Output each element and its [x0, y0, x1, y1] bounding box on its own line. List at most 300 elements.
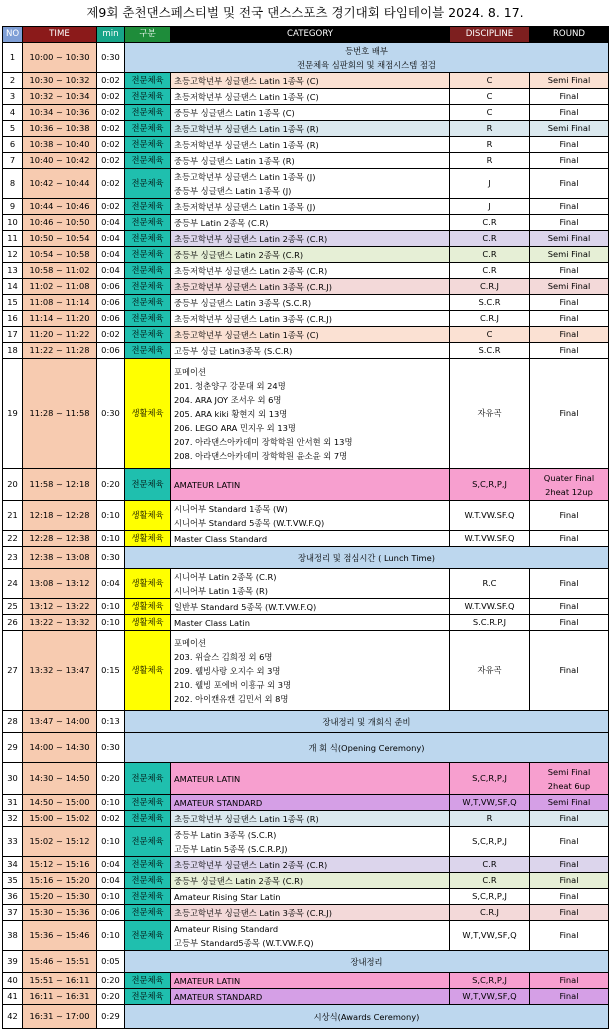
round-cell: Final — [530, 89, 609, 105]
duration: 0:02 — [97, 73, 125, 89]
event-notice-line: 장내정리 및 점심시간 ( Lunch Time) — [298, 552, 435, 563]
row-number: 30 — [3, 763, 23, 795]
category-cell — [171, 905, 450, 921]
duration: 0:04 — [97, 857, 125, 873]
time-range: 10:54 ~ 10:58 — [23, 247, 97, 263]
round-cell — [530, 763, 609, 795]
schedule-row — [3, 311, 609, 327]
schedule-row — [3, 199, 609, 215]
round-cell: Final — [530, 311, 609, 327]
duration: 0:10 — [97, 501, 125, 531]
time-range: 15:02 ~ 15:12 — [23, 827, 97, 857]
event-notice-line: 장내정리 및 개회식 준비 — [322, 716, 411, 727]
row-number: 25 — [3, 599, 23, 615]
category-line: AMATEUR LATIN — [174, 975, 241, 986]
row-number: 35 — [3, 873, 23, 889]
duration: 0:04 — [97, 247, 125, 263]
category-cell — [171, 295, 450, 311]
row-number: 37 — [3, 905, 23, 921]
type-badge-lifestyle: 생활체육 — [125, 359, 171, 469]
time-range: 16:11 ~ 16:31 — [23, 989, 97, 1005]
discipline-cell: J — [450, 199, 530, 215]
category-line: 초등고학년부 싱글댄스 Latin 2종목 (C.R) — [174, 233, 328, 244]
type-badge-lifestyle: 생활체육 — [125, 531, 171, 547]
time-range: 15:16 ~ 15:20 — [23, 873, 97, 889]
duration: 0:06 — [97, 279, 125, 295]
schedule-row — [3, 599, 609, 615]
row-number: 2 — [3, 73, 23, 89]
type-badge-professional: 전문체육 — [125, 905, 171, 921]
round-cell: Final — [530, 105, 609, 121]
row-number: 36 — [3, 889, 23, 905]
round-cell: Final — [530, 327, 609, 343]
time-range: 13:08 ~ 13:12 — [23, 569, 97, 599]
schedule-row — [3, 763, 609, 795]
schedule-row — [3, 889, 609, 905]
discipline-cell: S.C.R — [450, 343, 530, 359]
schedule-row — [3, 231, 609, 247]
discipline-cell: R — [450, 153, 530, 169]
type-badge-professional: 전문체육 — [125, 169, 171, 199]
type-badge-professional: 전문체육 — [125, 763, 171, 795]
row-number: 28 — [3, 711, 23, 733]
row-number: 20 — [3, 469, 23, 501]
schedule-row — [3, 501, 609, 531]
round-cell: Final — [530, 501, 609, 531]
type-badge-professional: 전문체육 — [125, 73, 171, 89]
page-title: 제9회 춘천댄스페스티벌 및 전국 댄스스포츠 경기대회 타임테이블 2024. 8. 17. — [86, 5, 524, 20]
discipline-cell: S.C.R.P.J — [450, 615, 530, 631]
category-cell — [171, 889, 450, 905]
category-line: 초등고학년부 싱글댄스 Latin 2종목 (C.R) — [174, 859, 328, 870]
schedule-row — [3, 169, 609, 199]
row-number: 11 — [3, 231, 23, 247]
category-cell — [171, 469, 450, 501]
schedule-row — [3, 811, 609, 827]
category-line: 209. 웰빙사랑 오지수 외 3명 — [174, 665, 281, 676]
time-range: 10:36 ~ 10:38 — [23, 121, 97, 137]
schedule-row — [3, 973, 609, 989]
round-cell: Semi Final — [530, 121, 609, 137]
row-number: 3 — [3, 89, 23, 105]
duration: 0:30 — [97, 359, 125, 469]
duration: 0:02 — [97, 199, 125, 215]
schedule-row — [3, 137, 609, 153]
category-cell — [171, 137, 450, 153]
time-range: 11:14 ~ 11:20 — [23, 311, 97, 327]
duration: 0:15 — [97, 631, 125, 711]
schedule-row — [3, 989, 609, 1005]
discipline-cell: C.R — [450, 247, 530, 263]
schedule-row — [3, 569, 609, 599]
time-range: 15:30 ~ 15:36 — [23, 905, 97, 921]
header-min: min — [97, 27, 125, 43]
duration: 0:13 — [97, 711, 125, 733]
time-range: 14:50 ~ 15:00 — [23, 795, 97, 811]
category-line: 초등저학년부 싱글댄스 Latin 3종목 (C.R.J) — [174, 313, 332, 324]
row-number: 7 — [3, 153, 23, 169]
duration: 0:02 — [97, 137, 125, 153]
category-line: 시니어부 Standard 1종목 (W) — [174, 503, 288, 514]
category-cell — [171, 343, 450, 359]
discipline-cell: S,C,R,P,J — [450, 763, 530, 795]
category-line: 205. ARA kiki 황현지 외 13명 — [174, 408, 288, 419]
duration: 0:02 — [97, 153, 125, 169]
category-cell — [171, 89, 450, 105]
category-cell — [171, 501, 450, 531]
event-notice-cell — [125, 547, 609, 569]
row-number: 24 — [3, 569, 23, 599]
category-line: 210. 웰빙 포에버 이흥규 외 3명 — [174, 679, 292, 690]
duration: 0:10 — [97, 615, 125, 631]
event-notice-cell — [125, 1005, 609, 1029]
category-line: 초등저학년부 싱글댄스 Latin 1종목 (C) — [174, 91, 319, 102]
type-badge-professional: 전문체육 — [125, 327, 171, 343]
category-cell — [171, 121, 450, 137]
duration: 0:06 — [97, 905, 125, 921]
category-line: 중등부 싱글댄스 Latin 2종목 (C.R) — [174, 249, 304, 260]
type-badge-professional: 전문체육 — [125, 215, 171, 231]
row-number: 31 — [3, 795, 23, 811]
type-badge-professional: 전문체육 — [125, 153, 171, 169]
time-range: 15:51 ~ 16:11 — [23, 973, 97, 989]
time-range: 15:46 ~ 15:51 — [23, 951, 97, 973]
duration: 0:05 — [97, 951, 125, 973]
category-line: AMATEUR LATIN — [174, 479, 241, 490]
category-line: Amateur Rising Standard — [174, 923, 279, 934]
row-number: 33 — [3, 827, 23, 857]
duration: 0:02 — [97, 811, 125, 827]
category-line: Amateur Rising Star Latin — [174, 891, 281, 902]
type-badge-professional: 전문체육 — [125, 989, 171, 1005]
category-line: AMATEUR STANDARD — [174, 991, 263, 1002]
schedule-row — [3, 733, 609, 763]
category-line: 시니어부 Latin 2종목 (C.R) — [174, 571, 277, 582]
discipline-cell: W,T,VW,SF,Q — [450, 989, 530, 1005]
round-cell: Semi Final — [530, 279, 609, 295]
schedule-row — [3, 795, 609, 811]
category-line: 초등고학년부 싱글댄스 Latin 1종목 (R) — [174, 813, 319, 824]
time-range: 15:12 ~ 15:16 — [23, 857, 97, 873]
discipline-cell: C.R — [450, 231, 530, 247]
time-range: 15:36 ~ 15:46 — [23, 921, 97, 951]
time-range: 12:38 ~ 13:08 — [23, 547, 97, 569]
category-line: 초등저학년부 싱글댄스 Latin 1종목 (J) — [174, 201, 316, 212]
type-badge-professional: 전문체육 — [125, 469, 171, 501]
round-cell: Final — [530, 263, 609, 279]
discipline-cell: C.R — [450, 215, 530, 231]
round-cell: Final — [530, 857, 609, 873]
timetable — [2, 26, 609, 1029]
schedule-row — [3, 1005, 609, 1029]
round-cell: Final — [530, 531, 609, 547]
event-notice-line: 시상식(Awards Ceremony) — [313, 1011, 420, 1022]
row-number: 10 — [3, 215, 23, 231]
type-badge-professional: 전문체육 — [125, 279, 171, 295]
category-line: 중등부 싱글댄스 Latin 2종목 (C.R) — [174, 875, 304, 886]
header-no: NO — [3, 27, 23, 43]
round-cell: Semi Final — [530, 247, 609, 263]
category-line: 시니어부 Latin 1종목 (R) — [174, 585, 269, 596]
category-cell — [171, 215, 450, 231]
category-cell — [171, 873, 450, 889]
row-number: 41 — [3, 989, 23, 1005]
discipline-cell: C — [450, 105, 530, 121]
time-range: 15:20 ~ 15:30 — [23, 889, 97, 905]
time-range: 16:31 ~ 17:00 — [23, 1005, 97, 1029]
category-cell — [171, 615, 450, 631]
category-line: 초등고학년부 싱글댄스 Latin 1종목 (C) — [174, 75, 319, 86]
time-range: 10:42 ~ 10:44 — [23, 169, 97, 199]
row-number: 21 — [3, 501, 23, 531]
duration: 0:10 — [97, 795, 125, 811]
category-line: 중등부 싱글댄스 Latin 1종목 (J) — [174, 185, 292, 196]
row-number: 26 — [3, 615, 23, 631]
type-badge-lifestyle: 생활체육 — [125, 569, 171, 599]
time-range: 14:00 ~ 14:30 — [23, 733, 97, 763]
row-number: 39 — [3, 951, 23, 973]
discipline-cell: C.R — [450, 857, 530, 873]
row-number: 15 — [3, 295, 23, 311]
type-badge-professional: 전문체육 — [125, 89, 171, 105]
round-cell: Final — [530, 599, 609, 615]
duration: 0:02 — [97, 89, 125, 105]
row-number: 5 — [3, 121, 23, 137]
event-notice-cell — [125, 733, 609, 763]
event-notice-cell — [125, 951, 609, 973]
discipline-cell: S.C.R — [450, 295, 530, 311]
category-cell — [171, 631, 450, 711]
duration: 0:06 — [97, 311, 125, 327]
category-line: Master Class Latin — [174, 617, 250, 628]
duration: 0:29 — [97, 1005, 125, 1029]
schedule-row — [3, 827, 609, 857]
duration: 0:30 — [97, 547, 125, 569]
time-range: 13:47 ~ 14:00 — [23, 711, 97, 733]
category-cell — [171, 811, 450, 827]
duration: 0:04 — [97, 873, 125, 889]
time-range: 10:46 ~ 10:50 — [23, 215, 97, 231]
discipline-cell: R — [450, 137, 530, 153]
round-cell: Final — [530, 153, 609, 169]
row-number: 38 — [3, 921, 23, 951]
category-line: 중등부 Latin 3종목 (S.C.R) — [174, 829, 277, 840]
category-cell — [171, 599, 450, 615]
type-badge-lifestyle: 생활체육 — [125, 599, 171, 615]
round-cell: Final — [530, 811, 609, 827]
category-cell — [171, 311, 450, 327]
round-cell: Final — [530, 215, 609, 231]
round-line: 2heat 12up — [545, 486, 593, 497]
event-notice-line: 장내정리 — [350, 956, 383, 967]
duration: 0:06 — [97, 295, 125, 311]
header-round: ROUND — [530, 27, 609, 43]
category-line: Master Class Standard — [174, 533, 268, 544]
type-badge-professional: 전문체육 — [125, 889, 171, 905]
type-badge-professional: 전문체육 — [125, 873, 171, 889]
time-range: 15:00 ~ 15:02 — [23, 811, 97, 827]
category-line: AMATEUR LATIN — [174, 773, 241, 784]
schedule-row — [3, 951, 609, 973]
time-range: 11:02 ~ 11:08 — [23, 279, 97, 295]
row-number: 4 — [3, 105, 23, 121]
discipline-cell: C — [450, 89, 530, 105]
type-badge-professional: 전문체육 — [125, 121, 171, 137]
time-range: 10:32 ~ 10:34 — [23, 89, 97, 105]
schedule-row — [3, 247, 609, 263]
type-badge-professional: 전문체육 — [125, 973, 171, 989]
schedule-row — [3, 873, 609, 889]
category-cell — [171, 359, 450, 469]
category-line: 초등고학년부 싱글댄스 Latin 3종목 (C.R.J) — [174, 281, 332, 292]
category-line: 고등부 Standard5종목 (W.T.VW.F.Q) — [174, 937, 314, 948]
duration: 0:04 — [97, 215, 125, 231]
row-number: 32 — [3, 811, 23, 827]
category-line: 203. 위슬스 김희정 외 6명 — [174, 651, 273, 662]
type-badge-professional: 전문체육 — [125, 795, 171, 811]
schedule-row — [3, 153, 609, 169]
discipline-cell: S,C,R,P,J — [450, 469, 530, 501]
category-line: 초등고학년부 싱글댄스 Latin 1종목 (J) — [174, 171, 316, 182]
category-cell — [171, 857, 450, 873]
round-cell: Final — [530, 199, 609, 215]
category-line: 중등부 싱글댄스 Latin 1종목 (C) — [174, 107, 295, 118]
type-badge-professional: 전문체육 — [125, 811, 171, 827]
round-cell: Final — [530, 615, 609, 631]
category-line: 202. 아이캔유캔 김민서 외 8명 — [174, 693, 289, 704]
type-badge-professional: 전문체육 — [125, 105, 171, 121]
row-number: 13 — [3, 263, 23, 279]
schedule-row — [3, 547, 609, 569]
type-badge-lifestyle: 생활체육 — [125, 501, 171, 531]
category-cell — [171, 73, 450, 89]
category-cell — [171, 153, 450, 169]
schedule-row — [3, 263, 609, 279]
discipline-cell: J — [450, 169, 530, 199]
discipline-cell: S,C,R,P,J — [450, 973, 530, 989]
category-line: 고등부 싱글 Latin3종목 (S.C.R) — [174, 345, 293, 356]
row-number: 29 — [3, 733, 23, 763]
type-badge-professional: 전문체육 — [125, 137, 171, 153]
event-notice-cell — [125, 711, 609, 733]
category-line: 초등고학년부 싱글댄스 Latin 1종목 (C) — [174, 329, 319, 340]
round-line: Quater Final — [543, 472, 595, 483]
row-number: 34 — [3, 857, 23, 873]
round-cell: Semi Final — [530, 231, 609, 247]
row-number: 1 — [3, 43, 23, 73]
row-number: 19 — [3, 359, 23, 469]
schedule-row — [3, 121, 609, 137]
row-number: 6 — [3, 137, 23, 153]
round-cell: Final — [530, 343, 609, 359]
row-number: 12 — [3, 247, 23, 263]
type-badge-professional: 전문체육 — [125, 295, 171, 311]
discipline-cell: S,C,R,P,J — [450, 889, 530, 905]
schedule-row — [3, 857, 609, 873]
time-range: 11:20 ~ 11:22 — [23, 327, 97, 343]
duration: 0:10 — [97, 921, 125, 951]
row-number: 18 — [3, 343, 23, 359]
schedule-row — [3, 631, 609, 711]
duration: 0:04 — [97, 231, 125, 247]
time-range: 10:50 ~ 10:54 — [23, 231, 97, 247]
category-cell — [171, 105, 450, 121]
time-range: 10:38 ~ 10:40 — [23, 137, 97, 153]
type-badge-professional: 전문체육 — [125, 231, 171, 247]
category-line: 일반부 Standard 5종목 (W.T.VW.F.Q) — [174, 601, 317, 612]
category-line: 포메이션 — [174, 637, 207, 648]
row-number: 40 — [3, 973, 23, 989]
category-line: 포메이션 — [174, 366, 207, 377]
header-category: CATEGORY — [171, 27, 450, 43]
schedule-row — [3, 615, 609, 631]
category-cell — [171, 973, 450, 989]
schedule-row — [3, 73, 609, 89]
round-cell: Final — [530, 989, 609, 1005]
round-cell — [530, 469, 609, 501]
schedule-row — [3, 105, 609, 121]
discipline-cell: C — [450, 327, 530, 343]
row-number: 16 — [3, 311, 23, 327]
time-range: 10:00 ~ 10:30 — [23, 43, 97, 73]
time-range: 13:12 ~ 13:22 — [23, 599, 97, 615]
type-badge-professional: 전문체육 — [125, 199, 171, 215]
round-cell: Final — [530, 137, 609, 153]
type-badge-professional: 전문체육 — [125, 921, 171, 951]
duration: 0:20 — [97, 469, 125, 501]
round-line: Semi Final — [547, 766, 591, 777]
category-line: 201. 청춘양구 강문대 외 24명 — [174, 380, 286, 391]
category-line: AMATEUR STANDARD — [174, 797, 263, 808]
duration: 0:02 — [97, 105, 125, 121]
category-line: 초등저학년부 싱글댄스 Latin 1종목 (R) — [174, 139, 319, 150]
category-line: 208. 아라댄스아카데미 장학학원 윤소윤 외 7명 — [174, 450, 348, 461]
category-line: 중등부 싱글댄스 Latin 1종목 (R) — [174, 155, 295, 166]
round-cell: Final — [530, 973, 609, 989]
category-cell — [171, 263, 450, 279]
duration: 0:10 — [97, 599, 125, 615]
duration: 0:02 — [97, 121, 125, 137]
time-range: 10:44 ~ 10:46 — [23, 199, 97, 215]
type-badge-professional: 전문체육 — [125, 247, 171, 263]
time-range: 11:22 ~ 11:28 — [23, 343, 97, 359]
type-badge-professional: 전문체육 — [125, 827, 171, 857]
discipline-cell: C.R.J — [450, 905, 530, 921]
round-cell: Semi Final — [530, 73, 609, 89]
round-cell: Final — [530, 921, 609, 951]
schedule-row — [3, 279, 609, 295]
discipline-cell: C.R — [450, 263, 530, 279]
duration: 0:02 — [97, 169, 125, 199]
event-notice-cell — [125, 43, 609, 73]
row-number: 42 — [3, 1005, 23, 1029]
time-range: 11:08 ~ 11:14 — [23, 295, 97, 311]
category-cell — [171, 169, 450, 199]
schedule-row — [3, 531, 609, 547]
discipline-cell: C.R.J — [450, 311, 530, 327]
category-line: 중등부 싱글댄스 Latin 3종목 (S.C.R) — [174, 297, 312, 308]
timetable-body — [3, 43, 609, 1029]
category-cell — [171, 921, 450, 951]
discipline-cell: C — [450, 73, 530, 89]
discipline-cell: 자유곡 — [450, 359, 530, 469]
time-range: 11:58 ~ 12:18 — [23, 469, 97, 501]
time-range: 12:28 ~ 12:38 — [23, 531, 97, 547]
time-range: 14:30 ~ 14:50 — [23, 763, 97, 795]
category-line: 207. 아라댄스아카데미 장학학원 안서현 외 13명 — [174, 436, 353, 447]
schedule-row — [3, 215, 609, 231]
discipline-cell: C.R.J — [450, 279, 530, 295]
